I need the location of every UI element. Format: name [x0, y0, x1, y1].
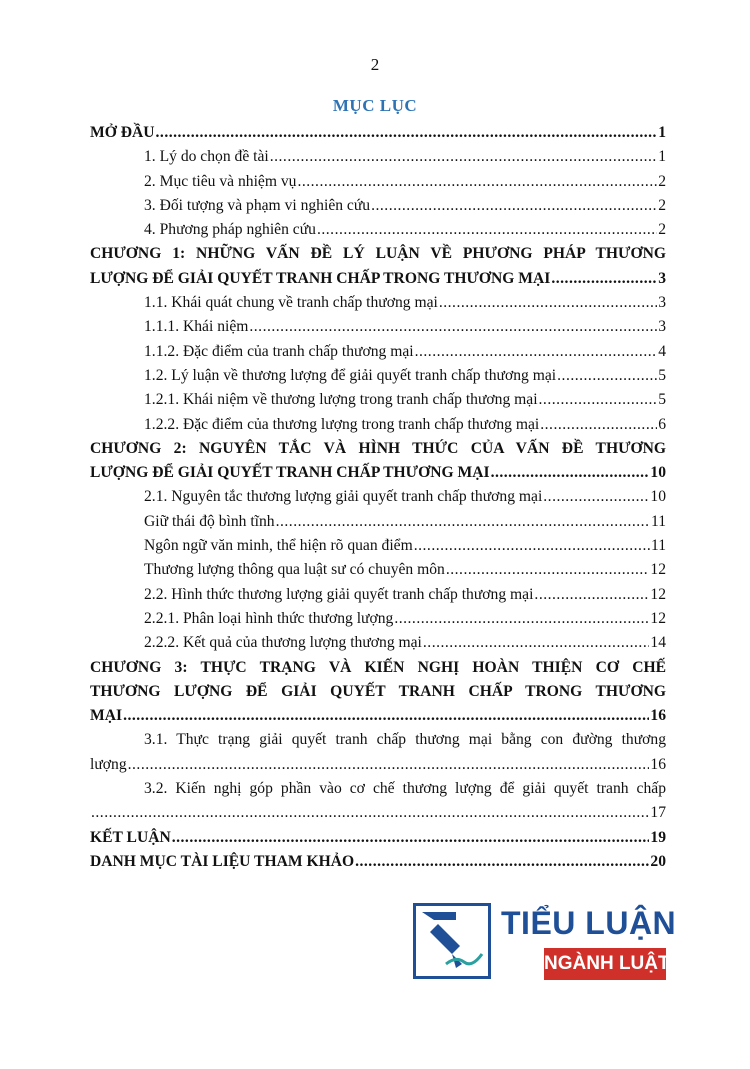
toc-entry-page: 5 [658, 366, 666, 384]
toc-entry-page: 16 [650, 707, 666, 725]
toc-entry-page: 16 [650, 755, 666, 773]
table-of-contents [90, 124, 666, 877]
toc-entry-label: 1.2. Lý luận về thương lượng để giải quyết tranh chấp thương mại [144, 366, 557, 384]
toc-entry-tai-lieu[interactable] [90, 853, 666, 877]
toc-entry-page: 11 [650, 512, 666, 530]
toc-entry-label: 2.1. Nguyên tắc thương lượng giải quyết tranh chấp thương mại [144, 488, 543, 506]
toc-entry-label: LƯỢNG ĐỂ GIẢI QUYẾT TRANH CHẤP TRONG THƯƠNG MẠI [90, 269, 551, 287]
toc-entry[interactable] [90, 634, 666, 658]
toc-entry-page: 12 [650, 609, 666, 627]
toc-chapter-3-line1[interactable]: CHƯƠNG 3: THỰC TRẠNG VÀ KIẾN NGHỊ HOÀN THIỆN CƠ CHẾ [90, 658, 666, 676]
toc-entry-page: 3 [658, 269, 666, 287]
toc-title: MỤC LỤC [332, 96, 418, 115]
toc-entry-label: 1.1.2. Đặc điểm của tranh chấp thương mại [144, 342, 414, 360]
toc-entry-page: 1 [658, 148, 666, 166]
toc-entry-page: 5 [658, 391, 666, 409]
toc-entry-page: 12 [650, 561, 666, 579]
toc-entry-page: 10 [650, 488, 666, 506]
toc-entry-page: 19 [650, 828, 666, 846]
toc-entry[interactable] [90, 416, 666, 440]
toc-entry-3-2-line1[interactable]: 3.2. Kiến nghị góp phần vào cơ chế thương lượng để giải quyết tranh chấp [144, 780, 666, 798]
toc-entry-page: 2 [658, 196, 666, 214]
toc-entry-label: MỞ ĐẦU [90, 124, 155, 141]
toc-entry[interactable] [90, 610, 666, 634]
toc-entry-page: 6 [658, 415, 666, 433]
toc-entry[interactable] [90, 173, 666, 197]
toc-entry-label: MẠI [90, 707, 123, 725]
toc-entry[interactable] [90, 756, 666, 780]
toc-entry-page: 1 [658, 124, 666, 141]
toc-entry-page: 4 [658, 342, 666, 360]
toc-chapter-3[interactable] [90, 707, 666, 731]
toc-entry[interactable] [90, 804, 666, 828]
toc-entry[interactable] [90, 221, 666, 245]
logo-line1: TIỂU LUẬN [501, 905, 677, 941]
toc-entry[interactable] [90, 537, 666, 561]
toc-entry[interactable] [90, 561, 666, 585]
toc-entry-page: 10 [650, 464, 666, 482]
toc-entry-label: lượng [90, 755, 127, 773]
toc-entry-label: Giữ thái độ bình tĩnh [144, 512, 275, 530]
toc-entry-page: 11 [650, 537, 666, 555]
toc-entry-label: Thương lượng thông qua luật sư có chuyên môn [144, 561, 445, 579]
toc-entry[interactable] [90, 148, 666, 172]
toc-entry-label: LƯỢNG ĐỂ GIẢI QUYẾT TRANH CHẤP THƯƠNG MẠI [90, 464, 490, 482]
toc-entry-label: DANH MỤC TÀI LIỆU THAM KHẢO [90, 852, 355, 870]
toc-entry-label: 1. Lý do chọn đề tài [144, 148, 269, 166]
pen-nib-icon [413, 903, 491, 979]
toc-chapter-1[interactable] [90, 270, 666, 294]
toc-entry[interactable] [90, 294, 666, 318]
toc-entry[interactable] [90, 367, 666, 391]
toc-entry[interactable] [90, 488, 666, 512]
toc-chapter-2-line1[interactable]: CHƯƠNG 2: NGUYÊN TẮC VÀ HÌNH THỨC CỦA VẤN ĐỀ THƯƠNG [90, 439, 666, 457]
logo-line2: NGÀNH LUẬT [544, 948, 666, 980]
toc-entry-page: 14 [650, 634, 666, 652]
toc-entry-label: 1.2.2. Đặc điểm của thương lượng trong tranh chấp thương mại [144, 415, 540, 433]
toc-entry-label: 2.2.1. Phân loại hình thức thương lượng [144, 609, 394, 627]
toc-entry[interactable] [90, 513, 666, 537]
toc-entry-page: 2 [658, 221, 666, 239]
toc-chapter-3-line2[interactable]: THƯƠNG LƯỢNG ĐỂ GIẢI QUYẾT TRANH CHẤP TRONG THƯƠNG [90, 682, 666, 700]
toc-entry-label: 2. Mục tiêu và nhiệm vụ [144, 172, 297, 190]
toc-entry[interactable] [90, 197, 666, 221]
toc-entry-ket-luan[interactable] [90, 829, 666, 853]
toc-entry-page: 17 [650, 804, 666, 822]
toc-entry-label: 4. Phương pháp nghiên cứu [144, 221, 316, 239]
toc-entry[interactable] [90, 318, 666, 342]
toc-entry-label: 2.2.2. Kết quả của thương lượng thương mại [144, 634, 422, 652]
toc-entry-label: 1.1. Khái quát chung về tranh chấp thương mại [144, 294, 438, 312]
toc-entry-label: 3. Đối tượng và phạm vi nghiên cứu [144, 196, 371, 214]
toc-chapter-2[interactable] [90, 464, 666, 488]
toc-entry-page: 3 [658, 294, 666, 312]
toc-entry-page: 20 [650, 852, 666, 870]
toc-entry-3-1-line1[interactable]: 3.1. Thực trạng giải quyết tranh chấp thương mại bằng con đường thương [144, 731, 666, 749]
toc-chapter-1-line1[interactable]: CHƯƠNG 1: NHỮNG VẤN ĐỀ LÝ LUẬN VỀ PHƯƠNG PHÁP THƯƠNG [90, 245, 666, 263]
toc-entry-label: 1.1.1. Khái niệm [144, 318, 249, 336]
toc-entry-page: 12 [650, 585, 666, 603]
page-number: 2 [370, 55, 380, 74]
toc-entry-page: 2 [658, 172, 666, 190]
toc-entry-label: KẾT LUẬN [90, 828, 171, 846]
toc-entry[interactable] [90, 343, 666, 367]
toc-entry-label: 1.2.1. Khái niệm về thương lượng trong tranh chấp thương mại [144, 391, 538, 409]
brand-logo [413, 903, 677, 983]
toc-entry[interactable] [90, 391, 666, 415]
toc-entry-label: 2.2. Hình thức thương lượng giải quyết tranh chấp thương mại [144, 585, 534, 603]
toc-entry-mo-dau[interactable] [90, 124, 666, 148]
toc-entry-label: Ngôn ngữ văn minh, thể hiện rõ quan điểm [144, 537, 413, 555]
toc-entry[interactable] [90, 586, 666, 610]
toc-entry-page: 3 [658, 318, 666, 336]
